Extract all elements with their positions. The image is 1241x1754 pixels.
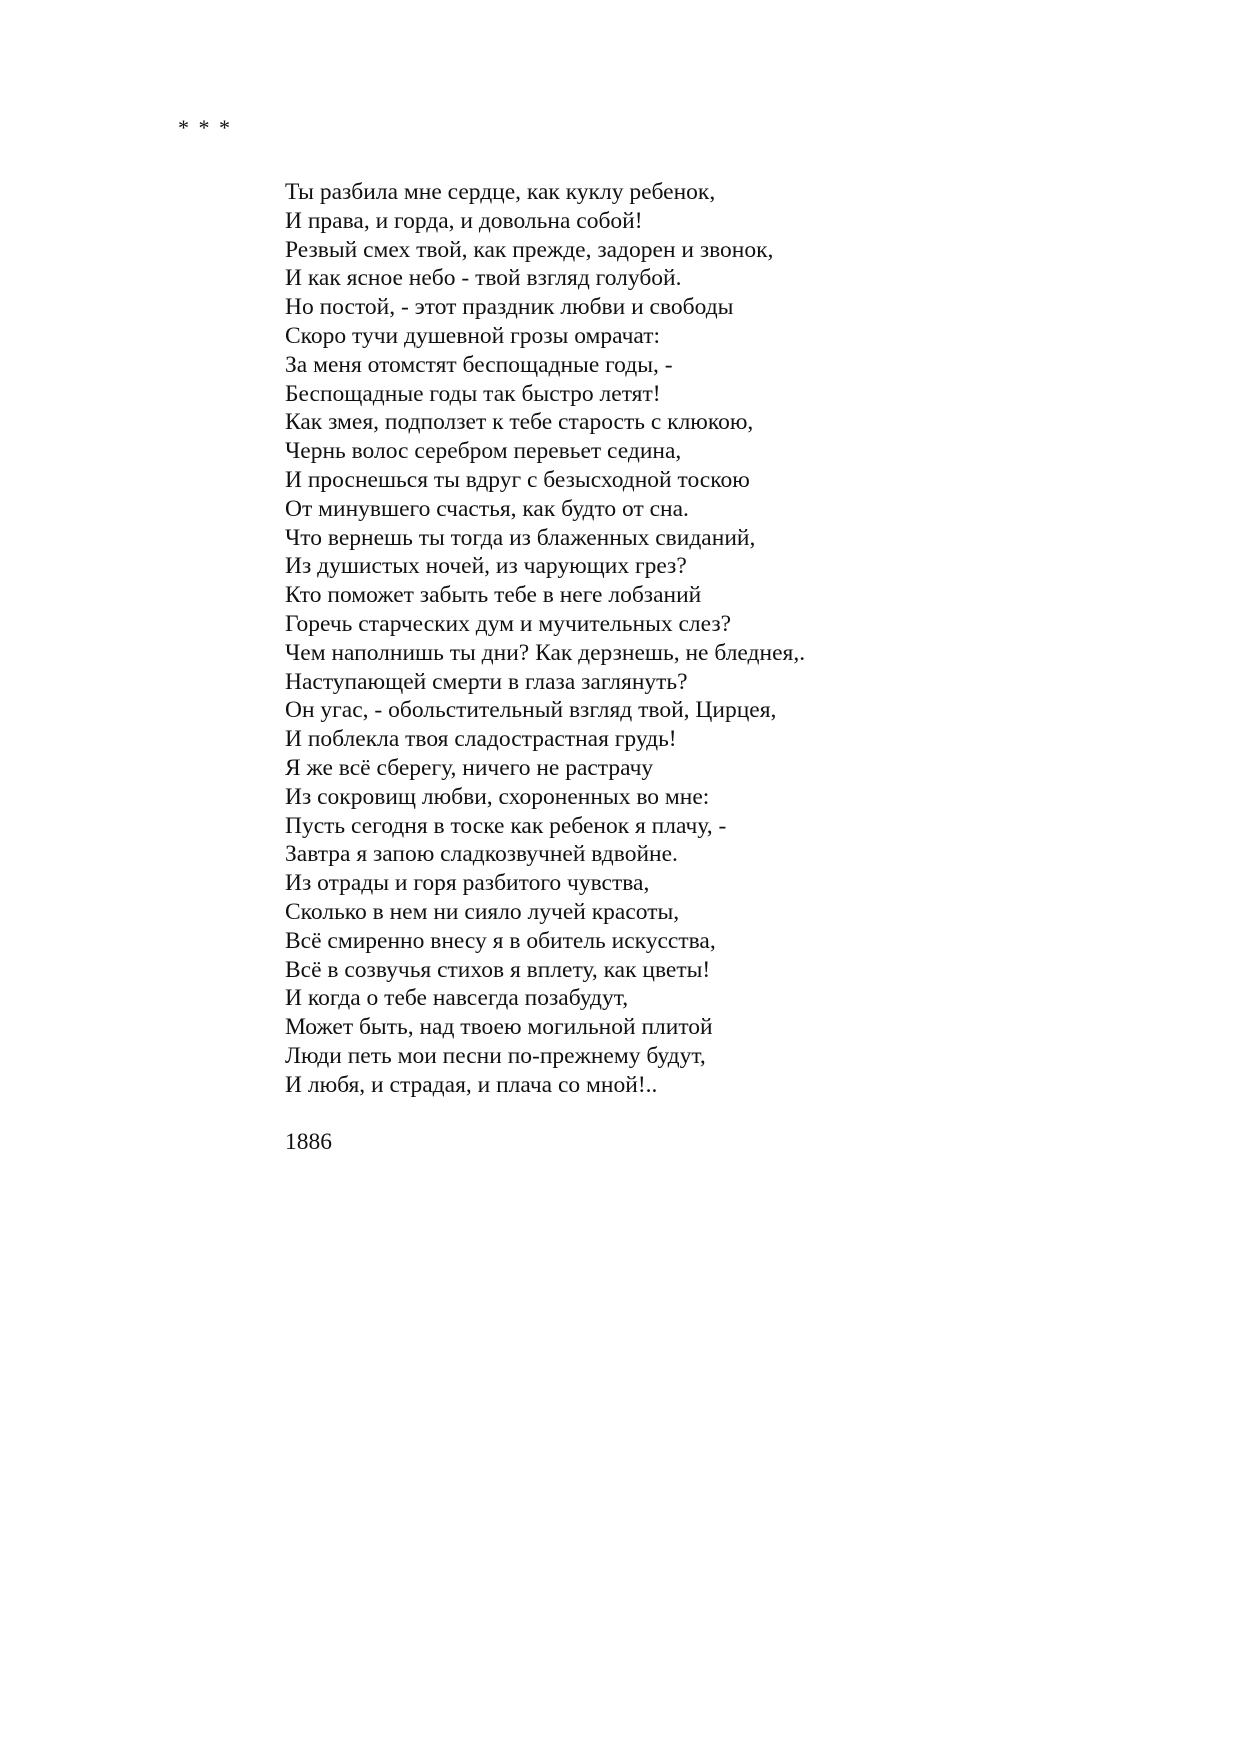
poem-line: Беспощадные годы так быстро летят! (285, 380, 661, 407)
poem-line: Он угас, - обольстительный взгляд твой, Цирцея, (285, 697, 777, 724)
poem-line: Сколько в нем ни сияло лучей красоты, (285, 898, 680, 925)
poem-line: Что вернешь ты тогда из блаженных свиданий, (285, 524, 756, 551)
poem-line: И права, и горда, и довольна собой! (285, 207, 643, 234)
poem-line: За меня отомстят беспощадные годы, - (285, 351, 673, 378)
section-separator: * * * (178, 115, 232, 140)
poem-line: Всё смиренно внесу я в обитель искусства, (285, 927, 716, 954)
poem-line: И проснешься ты вдруг с безысходной тоскою (285, 466, 750, 493)
poem-line: Наступающей смерти в глаза заглянуть? (285, 668, 688, 695)
poem-line: Завтра я запою сладкозвучней вдвойне. (285, 841, 678, 868)
poem-line: Чернь волос серебром перевьет седина, (285, 438, 682, 465)
poem-line: И как ясное небо - твой взгляд голубой. (285, 265, 682, 292)
poem-year: 1886 (285, 1129, 332, 1155)
poem-line: Горечь старческих дум и мучительных слез? (285, 610, 732, 637)
poem-line: Люди петь мои песни по-прежнему будут, (285, 1042, 706, 1069)
poem-line: И любя, и страдая, и плача со мной!.. (285, 1071, 658, 1098)
poem-line: Из отрады и горя разбитого чувства, (285, 870, 650, 897)
poem-line: Ты разбила мне сердце, как куклу ребенок, (285, 179, 716, 205)
poem-line: От минувшего счастья, как будто от сна. (285, 495, 689, 522)
poem-line: Чем наполнишь ты дни? Как дерзнешь, не бледнея,. (285, 639, 806, 666)
poem-line: Кто поможет забыть тебе в неге лобзаний (285, 582, 702, 609)
poem-line: И когда о тебе навсегда позабудут, (285, 985, 629, 1012)
poem-line: Как змея, подползет к тебе старость с клюкою, (285, 409, 754, 436)
poem-line: Но постой, - этот праздник любви и свободы (285, 294, 734, 321)
poem-line: Из душистых ночей, из чарующих грез? (285, 553, 687, 580)
poem-body (285, 178, 805, 1100)
poem-line: Я же всё сберегу, ничего не растрачу (285, 754, 654, 781)
poem-line: Всё в созвучья стихов я вплету, как цветы! (285, 956, 711, 983)
poem-line: Резвый смех твой, как прежде, задорен и звонок, (285, 236, 774, 263)
poem-line: Скоро тучи душевной грозы омрачат: (285, 322, 661, 349)
poem-line: Из сокровищ любви, схороненных во мне: (285, 783, 710, 810)
poem-line: И поблекла твоя сладострастная грудь! (285, 726, 677, 753)
poem-line: Может быть, над твоею могильной плитой (285, 1014, 713, 1041)
poem-line: Пусть сегодня в тоске как ребенок я плачу, - (285, 812, 727, 839)
